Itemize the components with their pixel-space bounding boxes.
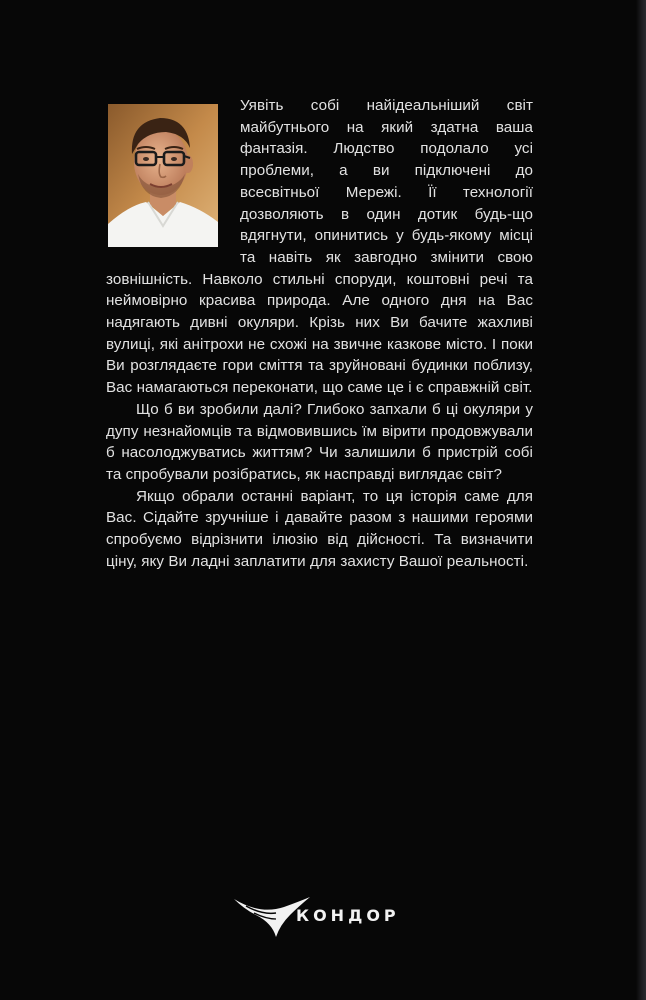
book-blurb (106, 95, 533, 572)
spine-edge (636, 0, 646, 1000)
blurb-paragraph-3: Якщо обрали останні варіант, то ця історія саме для Вас. Сідайте зручніше і давайте разом з нашими героями спробуємо відрізнити ілюзію від дійсності. Та визначити ціну, яку Ви ладні заплатити для захисту Вашої реальності. (106, 487, 533, 570)
blurb-paragraph-1: Уявіть собі найідеальніший світ майбутнього на який здатна ваша фантазія. Людство подолало усі проблеми, а ви підключені до всесвітньої Мережі. Її технології дозволяють в один дотик будь-що вдягнути, опинитись у будь-якому місці та навіть як завгодно змінити свою зовнішність. Навколо стильні споруди, коштовні речі та неймовірно красива природа. Але одного дня на Вас надягають дивні окуляри. Крізь них Ви бачите жахливі вулиці, які анітрохи не схожі на звичне казкове місто. І поки Ви розглядаєте гори сміття та зруйновані будинки поблизу, Вас намагаються переконати, що саме це і є справжній світ. (106, 97, 533, 397)
publisher-name: КОНДОР (296, 906, 400, 925)
publisher-logo (232, 893, 442, 939)
blurb-paragraph-2: Що б ви зробили далі? Глибоко запхали б ці окуляри у дупу незнайомців та відмовившись їм вірити продовжували б насолоджуватись життям? Чи залишили б пристрій собі та спробували розібратись, як насправді виглядає світ? (106, 400, 533, 483)
photo-spacer (106, 95, 226, 245)
